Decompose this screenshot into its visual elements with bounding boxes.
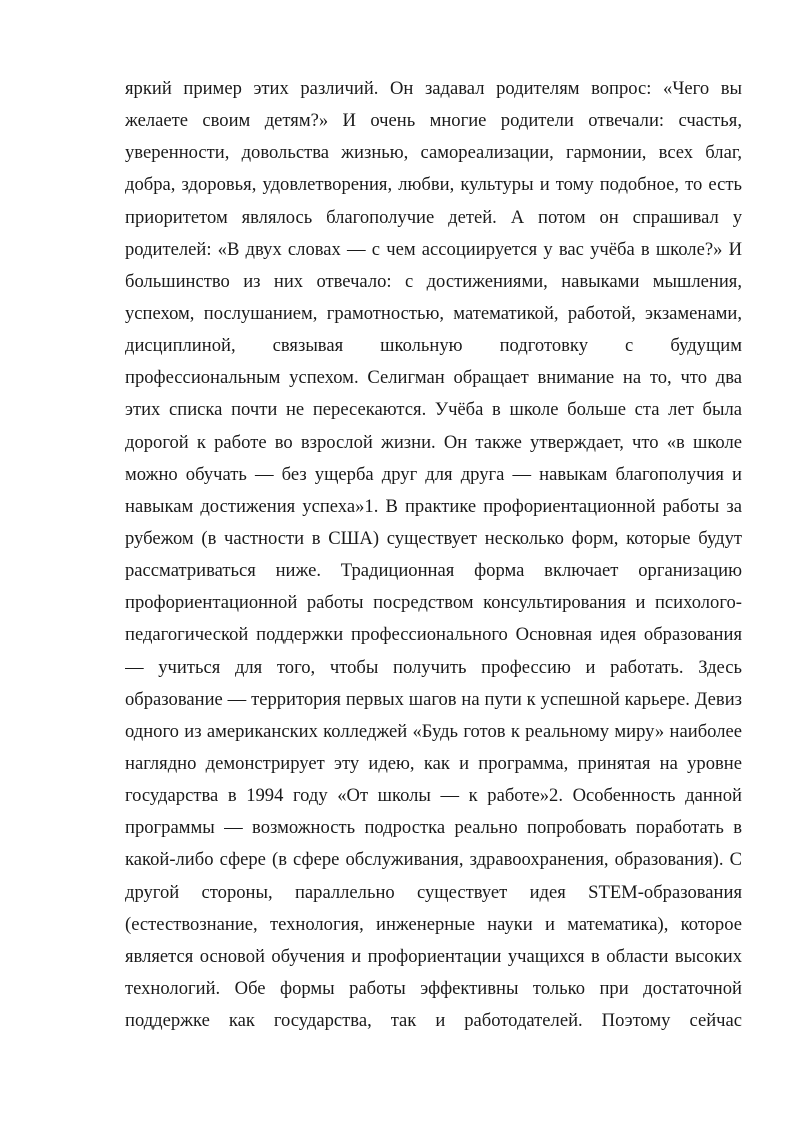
text-line: — учиться для того, чтобы получить профессию и работать. Здесь — [125, 656, 742, 678]
text-line: дисциплиной, связывая школьную подготовку с будущим — [125, 335, 742, 357]
text-line: желаете своим детям?» И очень многие родители отвечали: счастья, — [125, 110, 742, 132]
text-line: государства в 1994 году «От школы — к работе»2. Особенность данной — [125, 785, 742, 807]
text-line: большинство из них отвечало: с достижениями, навыками мышления, — [125, 270, 742, 292]
body-text — [125, 73, 742, 1037]
text-line: приоритетом являлось благополучие детей. А потом он спрашивал у — [125, 206, 742, 228]
text-line: можно обучать — без ущерба друг для друга — навыкам благополучия и — [125, 463, 742, 485]
text-line: добра, здоровья, удовлетворения, любви, культуры и тому подобное, то есть — [125, 174, 742, 196]
text-line: одного из американских колледжей «Будь готов к реальному миру» наиболее — [125, 720, 742, 742]
text-line: наглядно демонстрирует эту идею, как и программа, принятая на уровне — [125, 752, 742, 774]
text-line: профессиональным успехом. Селигман обращает внимание на то, что два — [125, 367, 742, 389]
text-line: является основой обучения и профориентации учащихся в области высоких — [125, 945, 742, 967]
text-line: какой-либо сфере (в сфере обслуживания, здравоохранения, образования). С — [125, 849, 742, 871]
text-line: рубежом (в частности в США) существует несколько форм, которые будут — [125, 527, 742, 549]
text-line: рассматриваться ниже. Традиционная форма включает организацию — [125, 560, 742, 582]
text-line: образование — территория первых шагов на пути к успешной карьере. Девиз — [125, 688, 742, 710]
text-line: технологий. Обе формы работы эффективны только при достаточной — [125, 977, 742, 999]
text-line: поддержке как государства, так и работодателей. Поэтому сейчас — [125, 1010, 742, 1032]
text-line: яркий пример этих различий. Он задавал родителям вопрос: «Чего вы — [125, 78, 742, 99]
text-line: программы — возможность подростка реально попробовать поработать в — [125, 817, 742, 839]
text-line: (естествознание, технология, инженерные науки и математика), которое — [125, 913, 742, 935]
text-line: успехом, послушанием, грамотностью, математикой, работой, экзаменами, — [125, 302, 742, 324]
text-line: родителей: «В двух словах — с чем ассоциируется у вас учёба в школе?» И — [125, 238, 742, 260]
text-line: этих списка почти не пересекаются. Учёба в школе больше ста лет была — [125, 399, 742, 421]
text-line: навыкам достижения успеха»1. В практике профориентационной работы за — [125, 495, 742, 517]
text-line: педагогической поддержки профессионального Основная идея образования — [125, 624, 742, 646]
text-line: другой стороны, параллельно существует идея STEM-образования — [125, 881, 742, 903]
text-line: профориентационной работы посредством консультирования и психолого- — [125, 592, 742, 614]
text-line: уверенности, довольства жизнью, самореализации, гармонии, всех благ, — [125, 142, 742, 164]
text-line: дорогой к работе во взрослой жизни. Он также утверждает, что «в школе — [125, 431, 742, 453]
